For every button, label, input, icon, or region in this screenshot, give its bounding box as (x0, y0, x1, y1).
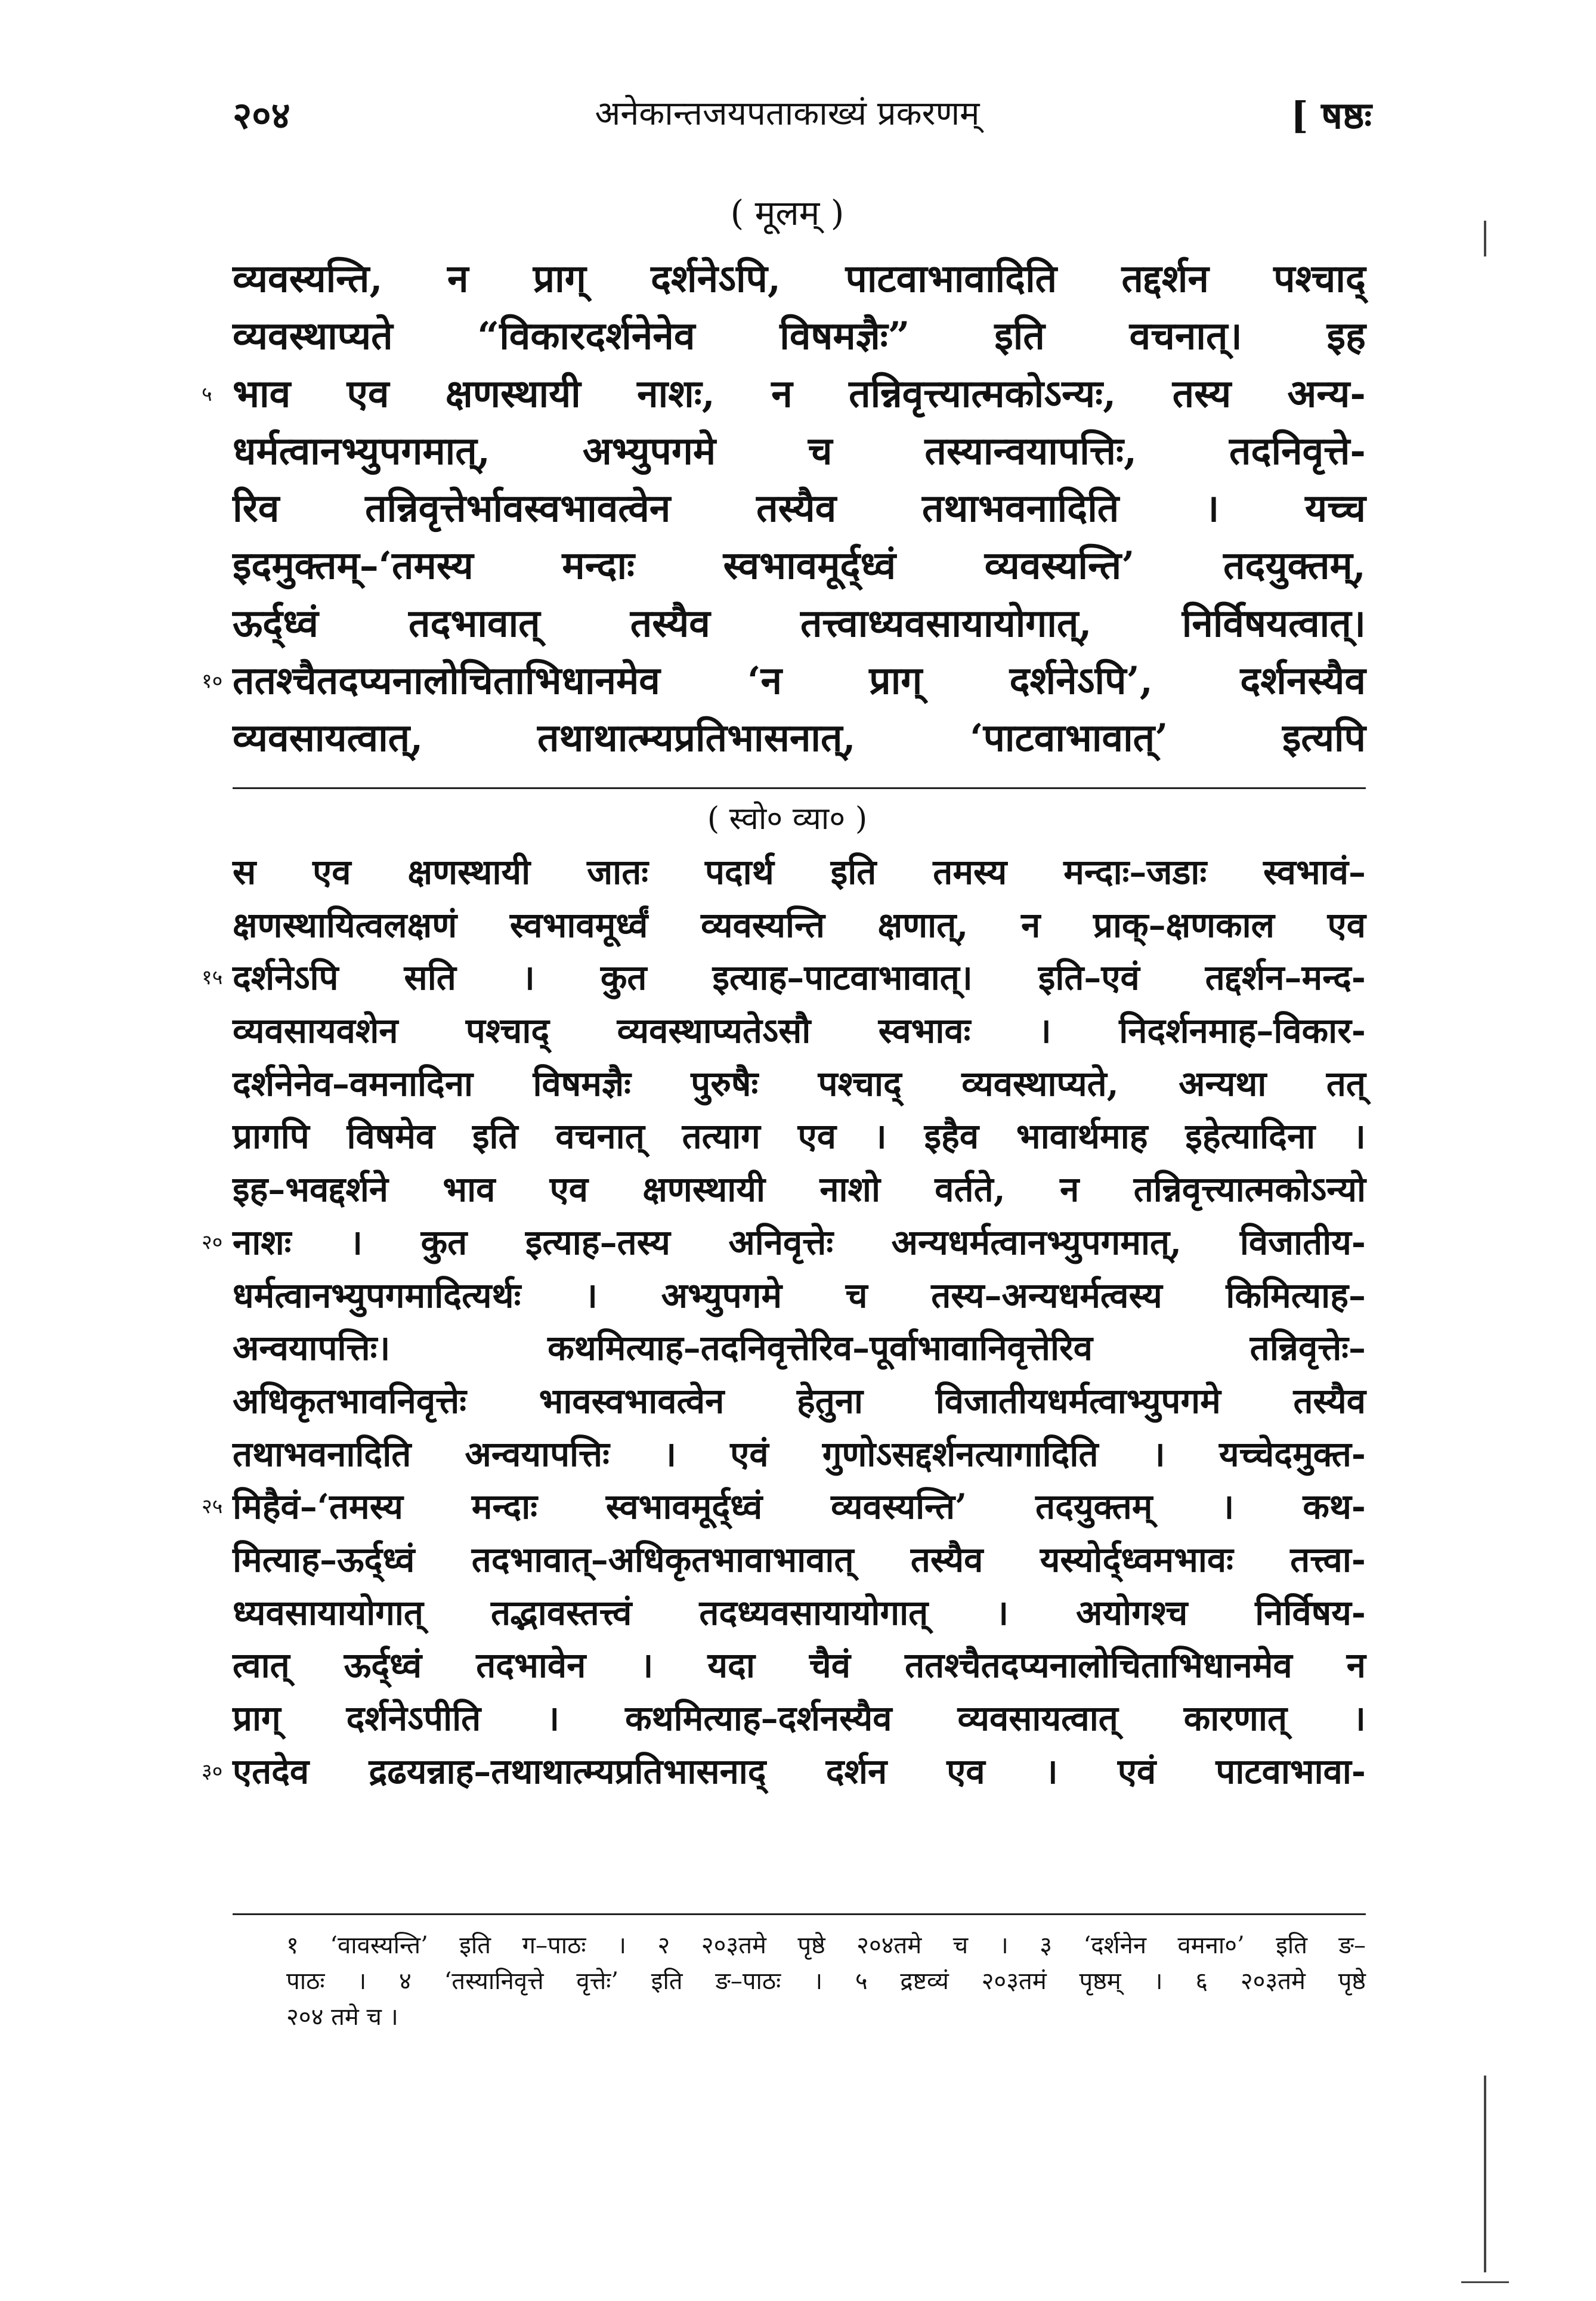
page-number: २०४ (233, 94, 290, 137)
commentary-line-text: इह–भवद्दर्शने भाव एव क्षणस्थायी नाशो वर्तते, न तन्निवृत्त्यात्मकोऽन्यो (233, 1169, 1366, 1210)
mula-line-text: भाव एव क्षणस्थायी नाशः, न तन्निवृत्त्यात्मकोऽन्यः, तस्य अन्य- (233, 371, 1366, 416)
commentary-line (202, 1745, 1366, 1798)
commentary-line (233, 899, 1366, 952)
commentary-line (202, 1216, 1366, 1269)
line-number: १० (202, 669, 223, 694)
mula-line-text: व्यवस्यन्ति, न प्राग् दर्शनेऽपि, पाटवाभावादिति तद्दर्शन पश्चाद् (233, 256, 1366, 301)
book-page (197, 0, 1378, 2301)
running-title: अनेकान्तजयपताकाख्यं प्रकरणम् (595, 94, 980, 133)
footnote-line: २०४ तमे च । (286, 2003, 398, 2031)
mula-line (233, 423, 1366, 480)
commentary-line-text: स एव क्षणस्थायी जातः पदार्थ इति तमस्य मन्दाः–जडाः स्वभावं– (233, 852, 1366, 892)
commentary-line-text: तथाभवनादिति अन्वयापत्तिः । एवं गुणोऽसद्दर्शनत्यागादिति । यच्चेदमुक्त- (233, 1433, 1366, 1474)
commentary-line-text: मिहैवं–‘तमस्य मन्दाः स्वभावमूर्द्ध्वं व्यवस्यन्ति’ तदयुक्तम् । कथ- (233, 1486, 1366, 1527)
scan-edge-mark (1484, 221, 1486, 256)
mula-line (233, 308, 1366, 365)
commentary-line-text: प्रागपि विषमेव इति वचनात् तत्याग एव । इहैव भावार्थमाह इहेत्यादिना । (233, 1116, 1366, 1157)
mula-line-text: व्यवसायत्वात्, तथाथात्म्यप्रतिभासनात्, ‘पाटवाभावात्’ इत्यपि (233, 716, 1366, 761)
commentary-line-text: व्यवसायवशेन पश्चाद् व्यवस्थाप्यतेऽसौ स्वभावः । निदर्शनमाह–विकार- (233, 1010, 1366, 1051)
mula-line-text: व्यवस्थाप्यते “विकारदर्शनेनेव विषमज्ञैः” इति वचनात्। इह (233, 314, 1366, 359)
mula-heading: ( मूलम् ) (730, 193, 845, 233)
commentary-line-text: दर्शनेऽपि सति । कुत इत्याह–पाटवाभावात्। इति–एवं तद्दर्शन–मन्द- (233, 957, 1366, 998)
mula-line (202, 366, 1366, 423)
commentary-line (233, 1692, 1366, 1745)
page-header (197, 89, 1378, 143)
commentary-line (233, 1586, 1366, 1640)
mula-line-text: ततश्चैतदप्यनालोचिताभिधानमेव ‘न प्राग् दर्शनेऽपि’, दर्शनस्यैव (233, 658, 1366, 704)
commentary-line-text: अधिकृतभावनिवृत्तेः भावस्वभावत्वेन हेतुना विजातीयधर्मत्वाभ्युपगमे तस्यैव (233, 1380, 1366, 1421)
commentary-line-text: त्वात् ऊर्द्ध्वं तदभावेन । यदा चैवं ततश्चैतदप्यनालोचिताभिधानमेव न (233, 1645, 1366, 1686)
mula-line (233, 250, 1366, 308)
commentary-line (233, 1375, 1366, 1428)
commentary-line (233, 1110, 1366, 1163)
commentary-line (233, 1533, 1366, 1586)
scan-edge-tick (1461, 2281, 1509, 2283)
commentary-line (202, 951, 1366, 1004)
commentary-line-text: ध्यवसायायोगात् तद्भावस्तत्त्वं तदध्यवसायायोगात् । अयोगश्च निर्विषय- (233, 1592, 1366, 1633)
commentary-line (202, 1480, 1366, 1533)
commentary-text (202, 846, 1366, 1798)
commentary-heading: ( स्वो० व्या० ) (707, 801, 868, 837)
line-number: ५ (202, 382, 212, 406)
mula-line-text: इदमुक्तम्–‘तमस्य मन्दाः स्वभावमूर्द्ध्वं व्यवस्यन्ति’ तदयुक्तम्, (233, 543, 1366, 589)
line-number: २० (202, 1230, 223, 1254)
commentary-line-text: मित्याह–ऊर्द्ध्वं तदभावात्–अधिकृतभावाभावात् तस्यैव यस्योर्द्ध्वमभावः तत्त्वा- (233, 1539, 1366, 1580)
line-number: १५ (202, 966, 223, 990)
commentary-line-text: प्राग् दर्शनेऽपीति । कथमित्याह–दर्शनस्यैव व्यवसायत्वात् कारणात् । (233, 1698, 1366, 1739)
commentary-line (233, 1639, 1366, 1692)
commentary-line (233, 1057, 1366, 1111)
commentary-line-text: एतदेव द्रढयन्नाह–तथाथात्म्यप्रतिभासनाद् दर्शन एव । एवं पाटवाभावा- (233, 1751, 1366, 1792)
mula-line (202, 652, 1366, 710)
scan-edge-mark (1484, 2076, 1486, 2272)
mula-line (233, 595, 1366, 652)
text-divider (233, 787, 1366, 789)
line-number: ३० (202, 1759, 223, 1783)
mula-line (233, 537, 1366, 595)
section-label: [ षष्ठः (1291, 94, 1372, 137)
commentary-line (233, 1163, 1366, 1216)
line-number: २५ (202, 1495, 223, 1519)
mula-text (202, 250, 1366, 768)
commentary-line (233, 1004, 1366, 1057)
commentary-line (233, 1269, 1366, 1322)
commentary-line (233, 1322, 1366, 1375)
footnote-line: १ ‘वावस्यन्ति’ इति ग–पाठः । २ २०३तमे पृष्ठे २०४तमे च । ३ ‘दर्शनेन वमना०’ इति ङ– (286, 1932, 1366, 1959)
mula-line-text: ऊर्द्ध्वं तदभावात् तस्यैव तत्त्वाध्यवसायायोगात्, निर्विषयत्वात्। (233, 601, 1366, 646)
mula-line (233, 480, 1366, 537)
commentary-line-text: क्षणस्थायित्वलक्षणं स्वभावमूर्ध्वं व्यवस्यन्ति क्षणात्, न प्राक्–क्षणकाल एव (233, 904, 1366, 945)
mula-line-text: धर्मत्वानभ्युपगमात्, अभ्युपगमे च तस्यान्वयापत्तिः, तदनिवृत्ते- (233, 428, 1366, 474)
commentary-line (233, 846, 1366, 899)
footnote-line: पाठः । ४ ‘तस्यानिवृत्ते वृत्तेः’ इति ङ–पाठः । ५ द्रष्टव्यं २०३तमं पृष्ठम् । ६ २०३तमे पृष्ठे (286, 1968, 1366, 1995)
footnotes (286, 1928, 1366, 2035)
mula-line (233, 710, 1366, 767)
footnote-divider (233, 1913, 1366, 1915)
commentary-line (233, 1428, 1366, 1481)
commentary-line-text: नाशः । कुत इत्याह–तस्य अनिवृत्तेः अन्यधर्मत्वानभ्युपगमात्, विजातीय- (233, 1221, 1366, 1263)
commentary-line-text: धर्मत्वानभ्युपगमादित्यर्थः । अभ्युपगमे च तस्य–अन्यधर्मत्वस्य किमित्याह– (233, 1275, 1366, 1316)
mula-line-text: रिव तन्निवृत्तेर्भावस्वभावत्वेन तस्यैव तथाभवनादिति । यच्च (233, 486, 1366, 531)
commentary-line-text: अन्वयापत्तिः। कथमित्याह–तदनिवृत्तेरिव–पूर्वाभावानिवृत्तेरिव तन्निवृत्तेः– (233, 1328, 1366, 1369)
commentary-line-text: दर्शनेनेव–वमनादिना विषमज्ञैः पुरुषैः पश्चाद् व्यवस्थाप्यते, अन्यथा तत् (233, 1063, 1366, 1104)
